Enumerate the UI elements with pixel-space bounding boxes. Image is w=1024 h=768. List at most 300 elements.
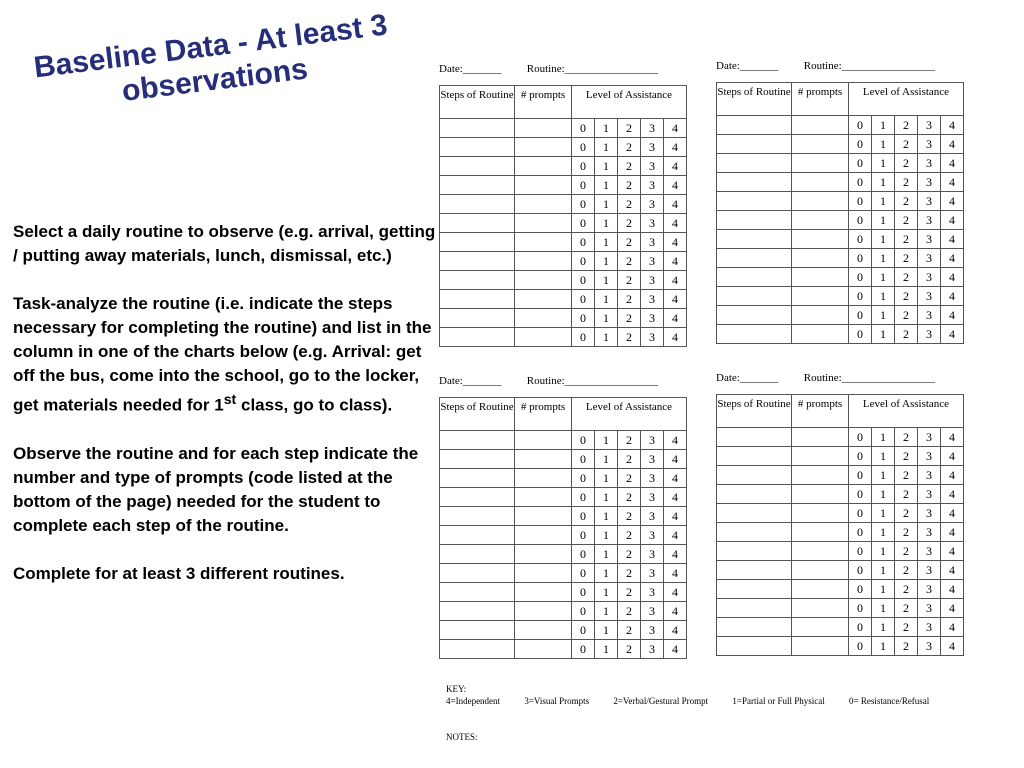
level-option[interactable]: 1 <box>594 176 617 194</box>
prompts-cell[interactable] <box>792 637 849 656</box>
level-option[interactable]: 0 <box>580 566 586 580</box>
level-option[interactable]: 0 <box>857 430 863 444</box>
level-option[interactable]: 4 <box>940 599 963 617</box>
prompts-cell[interactable] <box>515 214 572 233</box>
level-option[interactable]: 3 <box>917 542 940 560</box>
routine-field[interactable]: Routine:_________________ <box>803 60 936 72</box>
step-cell[interactable] <box>440 469 515 488</box>
level-option[interactable]: 4 <box>940 116 963 134</box>
step-cell[interactable] <box>440 138 515 157</box>
level-option[interactable]: 2 <box>617 450 640 468</box>
prompts-cell[interactable] <box>515 290 572 309</box>
level-option[interactable]: 0 <box>580 216 586 230</box>
prompts-cell[interactable] <box>515 309 572 328</box>
prompts-cell[interactable] <box>515 271 572 290</box>
level-option[interactable]: 1 <box>594 469 617 487</box>
level-option[interactable]: 1 <box>594 583 617 601</box>
level-option[interactable]: 3 <box>917 325 940 343</box>
prompts-cell[interactable] <box>792 504 849 523</box>
prompts-cell[interactable] <box>792 173 849 192</box>
level-option[interactable]: 2 <box>617 214 640 232</box>
level-option[interactable]: 4 <box>663 119 686 137</box>
level-option[interactable]: 2 <box>617 309 640 327</box>
level-option[interactable]: 1 <box>871 504 894 522</box>
level-option[interactable]: 1 <box>871 306 894 324</box>
level-option[interactable]: 2 <box>617 119 640 137</box>
level-option[interactable]: 2 <box>617 290 640 308</box>
level-option[interactable]: 3 <box>640 157 663 175</box>
level-option[interactable]: 1 <box>871 325 894 343</box>
prompts-cell[interactable] <box>515 119 572 138</box>
level-option[interactable]: 1 <box>594 640 617 658</box>
level-option[interactable]: 1 <box>871 287 894 305</box>
level-option[interactable]: 2 <box>894 154 917 172</box>
prompts-cell[interactable] <box>515 233 572 252</box>
level-option[interactable]: 0 <box>580 159 586 173</box>
level-option[interactable]: 1 <box>594 507 617 525</box>
level-option[interactable]: 2 <box>894 504 917 522</box>
level-option[interactable]: 3 <box>640 176 663 194</box>
level-option[interactable]: 1 <box>594 431 617 449</box>
level-option[interactable]: 2 <box>894 192 917 210</box>
level-option[interactable]: 4 <box>940 523 963 541</box>
level-option[interactable]: 2 <box>894 523 917 541</box>
level-option[interactable]: 0 <box>857 251 863 265</box>
level-option[interactable]: 1 <box>594 545 617 563</box>
level-option[interactable]: 3 <box>917 485 940 503</box>
level-option[interactable]: 0 <box>857 327 863 341</box>
step-cell[interactable] <box>717 173 792 192</box>
level-option[interactable]: 4 <box>663 507 686 525</box>
level-option[interactable]: 2 <box>617 583 640 601</box>
level-option[interactable]: 2 <box>617 526 640 544</box>
step-cell[interactable] <box>717 268 792 287</box>
level-option[interactable]: 4 <box>663 176 686 194</box>
level-option[interactable]: 4 <box>663 271 686 289</box>
level-option[interactable]: 3 <box>917 504 940 522</box>
level-option[interactable]: 4 <box>663 450 686 468</box>
prompts-cell[interactable] <box>515 431 572 450</box>
level-option[interactable]: 2 <box>894 447 917 465</box>
level-option[interactable]: 4 <box>663 195 686 213</box>
level-option[interactable]: 0 <box>580 292 586 306</box>
prompts-cell[interactable] <box>515 157 572 176</box>
level-option[interactable]: 2 <box>894 580 917 598</box>
date-field[interactable]: Date:_______ <box>716 60 779 72</box>
level-option[interactable]: 2 <box>894 211 917 229</box>
level-option[interactable]: 3 <box>917 523 940 541</box>
level-option[interactable]: 2 <box>617 564 640 582</box>
level-option[interactable]: 1 <box>594 450 617 468</box>
level-option[interactable]: 3 <box>640 290 663 308</box>
level-option[interactable]: 1 <box>871 230 894 248</box>
prompts-cell[interactable] <box>792 211 849 230</box>
step-cell[interactable] <box>717 485 792 504</box>
level-option[interactable]: 1 <box>594 157 617 175</box>
prompts-cell[interactable] <box>515 602 572 621</box>
level-option[interactable]: 2 <box>894 116 917 134</box>
prompts-cell[interactable] <box>515 469 572 488</box>
level-option[interactable]: 3 <box>917 599 940 617</box>
level-option[interactable]: 3 <box>917 428 940 446</box>
level-option[interactable]: 0 <box>857 563 863 577</box>
level-option[interactable]: 2 <box>617 621 640 639</box>
step-cell[interactable] <box>440 602 515 621</box>
level-option[interactable]: 0 <box>857 194 863 208</box>
routine-field[interactable]: Routine:_________________ <box>803 372 936 384</box>
level-option[interactable]: 2 <box>894 249 917 267</box>
prompts-cell[interactable] <box>792 428 849 447</box>
level-option[interactable]: 0 <box>580 509 586 523</box>
level-option[interactable]: 0 <box>857 525 863 539</box>
prompts-cell[interactable] <box>792 542 849 561</box>
level-option[interactable]: 4 <box>663 640 686 658</box>
step-cell[interactable] <box>717 325 792 344</box>
level-option[interactable]: 1 <box>594 621 617 639</box>
step-cell[interactable] <box>717 542 792 561</box>
level-option[interactable]: 3 <box>640 214 663 232</box>
prompts-cell[interactable] <box>515 138 572 157</box>
level-option[interactable]: 1 <box>594 564 617 582</box>
level-option[interactable]: 2 <box>894 466 917 484</box>
step-cell[interactable] <box>717 428 792 447</box>
level-option[interactable]: 0 <box>857 506 863 520</box>
level-option[interactable]: 1 <box>871 211 894 229</box>
prompts-cell[interactable] <box>792 618 849 637</box>
level-option[interactable]: 1 <box>594 195 617 213</box>
level-option[interactable]: 3 <box>640 583 663 601</box>
date-field[interactable]: Date:_______ <box>439 375 502 387</box>
level-option[interactable]: 2 <box>617 507 640 525</box>
level-option[interactable]: 3 <box>917 580 940 598</box>
level-option[interactable]: 4 <box>663 621 686 639</box>
date-field[interactable]: Date:_______ <box>439 63 502 75</box>
level-option[interactable]: 3 <box>917 173 940 191</box>
level-option[interactable]: 3 <box>917 306 940 324</box>
routine-field[interactable]: Routine:_________________ <box>526 63 659 75</box>
level-option[interactable]: 0 <box>857 468 863 482</box>
level-option[interactable]: 2 <box>617 328 640 346</box>
level-option[interactable]: 1 <box>594 214 617 232</box>
level-option[interactable]: 1 <box>871 637 894 655</box>
level-option[interactable]: 0 <box>580 528 586 542</box>
level-option[interactable]: 1 <box>871 192 894 210</box>
level-option[interactable]: 0 <box>580 642 586 656</box>
prompts-cell[interactable] <box>515 450 572 469</box>
prompts-cell[interactable] <box>792 135 849 154</box>
level-option[interactable]: 1 <box>871 116 894 134</box>
level-option[interactable]: 3 <box>640 507 663 525</box>
level-option[interactable]: 2 <box>617 233 640 251</box>
level-option[interactable]: 2 <box>617 157 640 175</box>
level-option[interactable]: 0 <box>857 639 863 653</box>
level-option[interactable]: 3 <box>640 602 663 620</box>
level-option[interactable]: 3 <box>917 466 940 484</box>
prompts-cell[interactable] <box>515 545 572 564</box>
step-cell[interactable] <box>717 249 792 268</box>
level-option[interactable]: 0 <box>857 213 863 227</box>
level-option[interactable]: 4 <box>940 135 963 153</box>
step-cell[interactable] <box>440 328 515 347</box>
level-option[interactable]: 2 <box>894 618 917 636</box>
level-option[interactable]: 2 <box>894 599 917 617</box>
prompts-cell[interactable] <box>792 287 849 306</box>
prompts-cell[interactable] <box>792 580 849 599</box>
level-option[interactable]: 3 <box>917 135 940 153</box>
step-cell[interactable] <box>440 583 515 602</box>
level-option[interactable]: 4 <box>940 325 963 343</box>
level-option[interactable]: 4 <box>663 138 686 156</box>
level-option[interactable]: 0 <box>857 449 863 463</box>
level-option[interactable]: 3 <box>640 271 663 289</box>
level-option[interactable]: 3 <box>640 564 663 582</box>
level-option[interactable]: 2 <box>617 176 640 194</box>
level-option[interactable]: 4 <box>663 602 686 620</box>
level-option[interactable]: 0 <box>857 308 863 322</box>
prompts-cell[interactable] <box>792 325 849 344</box>
level-option[interactable]: 3 <box>640 469 663 487</box>
prompts-cell[interactable] <box>515 195 572 214</box>
level-option[interactable]: 1 <box>594 290 617 308</box>
step-cell[interactable] <box>717 637 792 656</box>
level-option[interactable]: 0 <box>857 270 863 284</box>
level-option[interactable]: 1 <box>594 252 617 270</box>
level-option[interactable]: 1 <box>871 428 894 446</box>
prompts-cell[interactable] <box>792 523 849 542</box>
step-cell[interactable] <box>440 157 515 176</box>
level-option[interactable]: 4 <box>940 306 963 324</box>
prompts-cell[interactable] <box>792 154 849 173</box>
level-option[interactable]: 4 <box>940 268 963 286</box>
step-cell[interactable] <box>440 507 515 526</box>
level-option[interactable]: 2 <box>894 637 917 655</box>
level-option[interactable]: 0 <box>580 311 586 325</box>
prompts-cell[interactable] <box>515 252 572 271</box>
level-option[interactable]: 4 <box>663 526 686 544</box>
prompts-cell[interactable] <box>792 561 849 580</box>
level-option[interactable]: 1 <box>594 526 617 544</box>
prompts-cell[interactable] <box>515 640 572 659</box>
step-cell[interactable] <box>440 621 515 640</box>
level-option[interactable]: 0 <box>580 471 586 485</box>
level-option[interactable]: 2 <box>894 135 917 153</box>
level-option[interactable]: 0 <box>580 121 586 135</box>
level-option[interactable]: 1 <box>594 138 617 156</box>
prompts-cell[interactable] <box>792 192 849 211</box>
level-option[interactable]: 4 <box>663 309 686 327</box>
step-cell[interactable] <box>440 309 515 328</box>
step-cell[interactable] <box>717 230 792 249</box>
level-option[interactable]: 4 <box>663 488 686 506</box>
step-cell[interactable] <box>440 214 515 233</box>
step-cell[interactable] <box>717 306 792 325</box>
prompts-cell[interactable] <box>515 526 572 545</box>
level-option[interactable]: 4 <box>940 230 963 248</box>
level-option[interactable]: 2 <box>617 640 640 658</box>
level-option[interactable]: 4 <box>940 504 963 522</box>
level-option[interactable]: 1 <box>871 154 894 172</box>
level-option[interactable]: 4 <box>940 542 963 560</box>
level-option[interactable]: 3 <box>640 119 663 137</box>
level-option[interactable]: 4 <box>940 447 963 465</box>
level-option[interactable]: 4 <box>940 173 963 191</box>
level-option[interactable]: 0 <box>857 289 863 303</box>
level-option[interactable]: 4 <box>940 580 963 598</box>
level-option[interactable]: 4 <box>663 157 686 175</box>
prompts-cell[interactable] <box>515 583 572 602</box>
step-cell[interactable] <box>717 580 792 599</box>
step-cell[interactable] <box>440 176 515 195</box>
prompts-cell[interactable] <box>792 599 849 618</box>
level-option[interactable]: 1 <box>594 119 617 137</box>
level-option[interactable]: 2 <box>894 485 917 503</box>
routine-field[interactable]: Routine:_________________ <box>526 375 659 387</box>
step-cell[interactable] <box>440 119 515 138</box>
level-option[interactable]: 3 <box>917 192 940 210</box>
level-option[interactable]: 0 <box>857 232 863 246</box>
level-option[interactable]: 4 <box>940 618 963 636</box>
level-option[interactable]: 0 <box>580 254 586 268</box>
level-option[interactable]: 2 <box>894 325 917 343</box>
level-option[interactable]: 1 <box>871 173 894 191</box>
level-option[interactable]: 3 <box>640 545 663 563</box>
step-cell[interactable] <box>440 526 515 545</box>
level-option[interactable]: 3 <box>640 233 663 251</box>
level-option[interactable]: 4 <box>940 249 963 267</box>
level-option[interactable]: 3 <box>917 211 940 229</box>
step-cell[interactable] <box>717 116 792 135</box>
level-option[interactable]: 3 <box>917 154 940 172</box>
level-option[interactable]: 4 <box>663 564 686 582</box>
level-option[interactable]: 4 <box>663 252 686 270</box>
level-option[interactable]: 4 <box>940 154 963 172</box>
level-option[interactable]: 4 <box>663 545 686 563</box>
level-option[interactable]: 4 <box>940 211 963 229</box>
prompts-cell[interactable] <box>792 230 849 249</box>
level-option[interactable]: 4 <box>940 561 963 579</box>
step-cell[interactable] <box>717 447 792 466</box>
level-option[interactable]: 1 <box>871 135 894 153</box>
level-option[interactable]: 0 <box>580 140 586 154</box>
step-cell[interactable] <box>717 211 792 230</box>
level-option[interactable]: 3 <box>917 116 940 134</box>
level-option[interactable]: 3 <box>640 309 663 327</box>
prompts-cell[interactable] <box>792 485 849 504</box>
prompts-cell[interactable] <box>515 621 572 640</box>
step-cell[interactable] <box>717 135 792 154</box>
level-option[interactable]: 1 <box>871 561 894 579</box>
level-option[interactable]: 2 <box>894 428 917 446</box>
level-option[interactable]: 0 <box>580 585 586 599</box>
level-option[interactable]: 2 <box>617 252 640 270</box>
step-cell[interactable] <box>717 192 792 211</box>
level-option[interactable]: 1 <box>871 618 894 636</box>
prompts-cell[interactable] <box>792 249 849 268</box>
level-option[interactable]: 3 <box>640 488 663 506</box>
level-option[interactable]: 4 <box>663 233 686 251</box>
level-option[interactable]: 1 <box>871 580 894 598</box>
prompts-cell[interactable] <box>792 116 849 135</box>
level-option[interactable]: 2 <box>894 561 917 579</box>
step-cell[interactable] <box>440 488 515 507</box>
step-cell[interactable] <box>440 195 515 214</box>
level-option[interactable]: 0 <box>857 487 863 501</box>
level-option[interactable]: 1 <box>871 249 894 267</box>
level-option[interactable]: 1 <box>871 523 894 541</box>
date-field[interactable]: Date:_______ <box>716 372 779 384</box>
level-option[interactable]: 2 <box>894 230 917 248</box>
level-option[interactable]: 3 <box>640 450 663 468</box>
level-option[interactable]: 4 <box>940 428 963 446</box>
step-cell[interactable] <box>440 290 515 309</box>
level-option[interactable]: 2 <box>617 469 640 487</box>
level-option[interactable]: 3 <box>917 637 940 655</box>
level-option[interactable]: 4 <box>940 637 963 655</box>
level-option[interactable]: 2 <box>894 268 917 286</box>
level-option[interactable]: 4 <box>663 290 686 308</box>
level-option[interactable]: 4 <box>940 466 963 484</box>
level-option[interactable]: 0 <box>580 273 586 287</box>
level-option[interactable]: 0 <box>580 197 586 211</box>
level-option[interactable]: 0 <box>580 235 586 249</box>
level-option[interactable]: 2 <box>894 287 917 305</box>
step-cell[interactable] <box>717 154 792 173</box>
level-option[interactable]: 3 <box>917 287 940 305</box>
level-option[interactable]: 3 <box>917 561 940 579</box>
level-option[interactable]: 2 <box>617 195 640 213</box>
prompts-cell[interactable] <box>515 488 572 507</box>
prompts-cell[interactable] <box>515 328 572 347</box>
level-option[interactable]: 2 <box>894 542 917 560</box>
level-option[interactable]: 3 <box>640 328 663 346</box>
level-option[interactable]: 4 <box>940 287 963 305</box>
step-cell[interactable] <box>440 252 515 271</box>
prompts-cell[interactable] <box>792 268 849 287</box>
level-option[interactable]: 4 <box>663 469 686 487</box>
step-cell[interactable] <box>440 564 515 583</box>
step-cell[interactable] <box>717 287 792 306</box>
step-cell[interactable] <box>440 431 515 450</box>
level-option[interactable]: 2 <box>617 488 640 506</box>
level-option[interactable]: 1 <box>594 602 617 620</box>
step-cell[interactable] <box>717 523 792 542</box>
level-option[interactable]: 2 <box>617 271 640 289</box>
step-cell[interactable] <box>440 545 515 564</box>
level-option[interactable]: 1 <box>594 271 617 289</box>
step-cell[interactable] <box>717 466 792 485</box>
level-option[interactable]: 2 <box>617 545 640 563</box>
step-cell[interactable] <box>717 599 792 618</box>
level-option[interactable]: 3 <box>640 640 663 658</box>
level-option[interactable]: 3 <box>640 252 663 270</box>
level-option[interactable]: 1 <box>871 599 894 617</box>
level-option[interactable]: 4 <box>663 583 686 601</box>
level-option[interactable]: 1 <box>594 328 617 346</box>
level-option[interactable]: 0 <box>857 620 863 634</box>
level-option[interactable]: 0 <box>857 137 863 151</box>
level-option[interactable]: 3 <box>640 526 663 544</box>
level-option[interactable]: 4 <box>940 485 963 503</box>
level-option[interactable]: 4 <box>663 431 686 449</box>
prompts-cell[interactable] <box>515 507 572 526</box>
level-option[interactable]: 2 <box>894 306 917 324</box>
level-option[interactable]: 2 <box>617 602 640 620</box>
level-option[interactable]: 1 <box>871 485 894 503</box>
level-option[interactable]: 3 <box>640 621 663 639</box>
prompts-cell[interactable] <box>792 306 849 325</box>
level-option[interactable]: 0 <box>580 433 586 447</box>
level-option[interactable]: 4 <box>663 214 686 232</box>
